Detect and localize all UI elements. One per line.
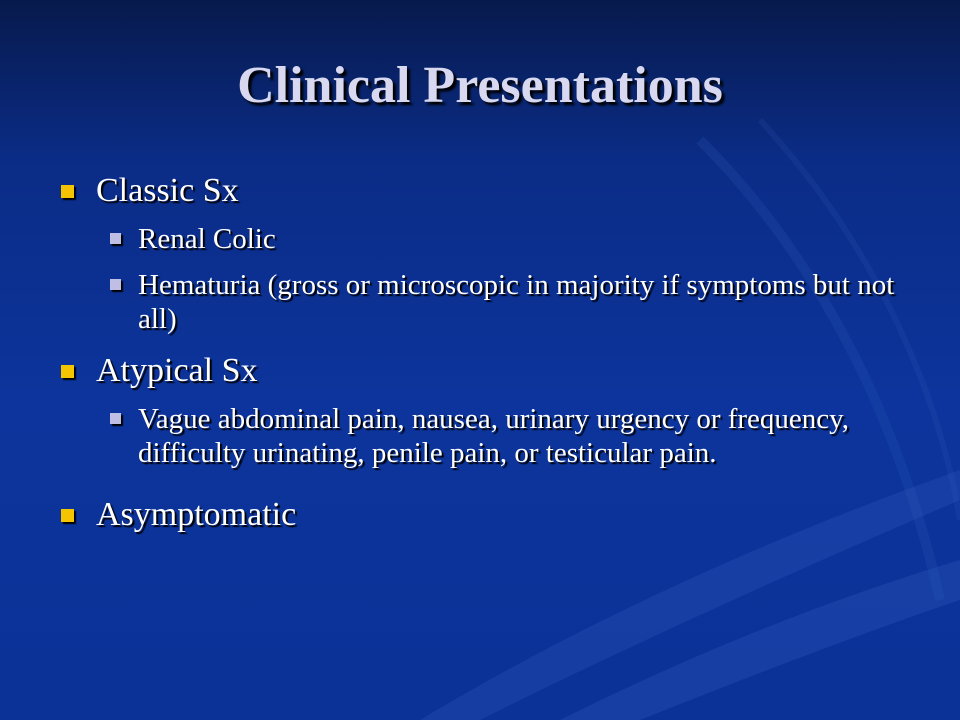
square-bullet-icon [61, 365, 74, 378]
sub-bullet-renal-colic [60, 222, 900, 256]
sub-bullet-label: Vague abdominal pain, nausea, urinary urgency or frequency, difficulty urinating, penile pain, or testicular pain. [138, 403, 850, 469]
bullet-label: Asymptomatic [96, 496, 297, 533]
bullet-label: Classic Sx [96, 172, 239, 209]
square-sub-bullet-icon [110, 279, 121, 290]
bullet-item-classic [60, 172, 900, 210]
bullet-item-asymptomatic [60, 496, 900, 534]
bullet-list [60, 172, 900, 534]
sub-bullet-label: Hematuria (gross or microscopic in majority if symptoms but not all) [138, 269, 895, 335]
sub-bullet-hematuria [60, 268, 900, 336]
square-sub-bullet-icon [110, 233, 121, 244]
square-bullet-icon [61, 509, 74, 522]
bullet-item-atypical [60, 352, 900, 390]
sub-bullet-label: Renal Colic [138, 223, 276, 255]
slide-title: Clinical Presentations [237, 57, 723, 114]
square-sub-bullet-icon [110, 413, 121, 424]
square-bullet-icon [61, 185, 74, 198]
bullet-label: Atypical Sx [96, 352, 258, 389]
sub-bullet-vague-pain [60, 402, 900, 470]
